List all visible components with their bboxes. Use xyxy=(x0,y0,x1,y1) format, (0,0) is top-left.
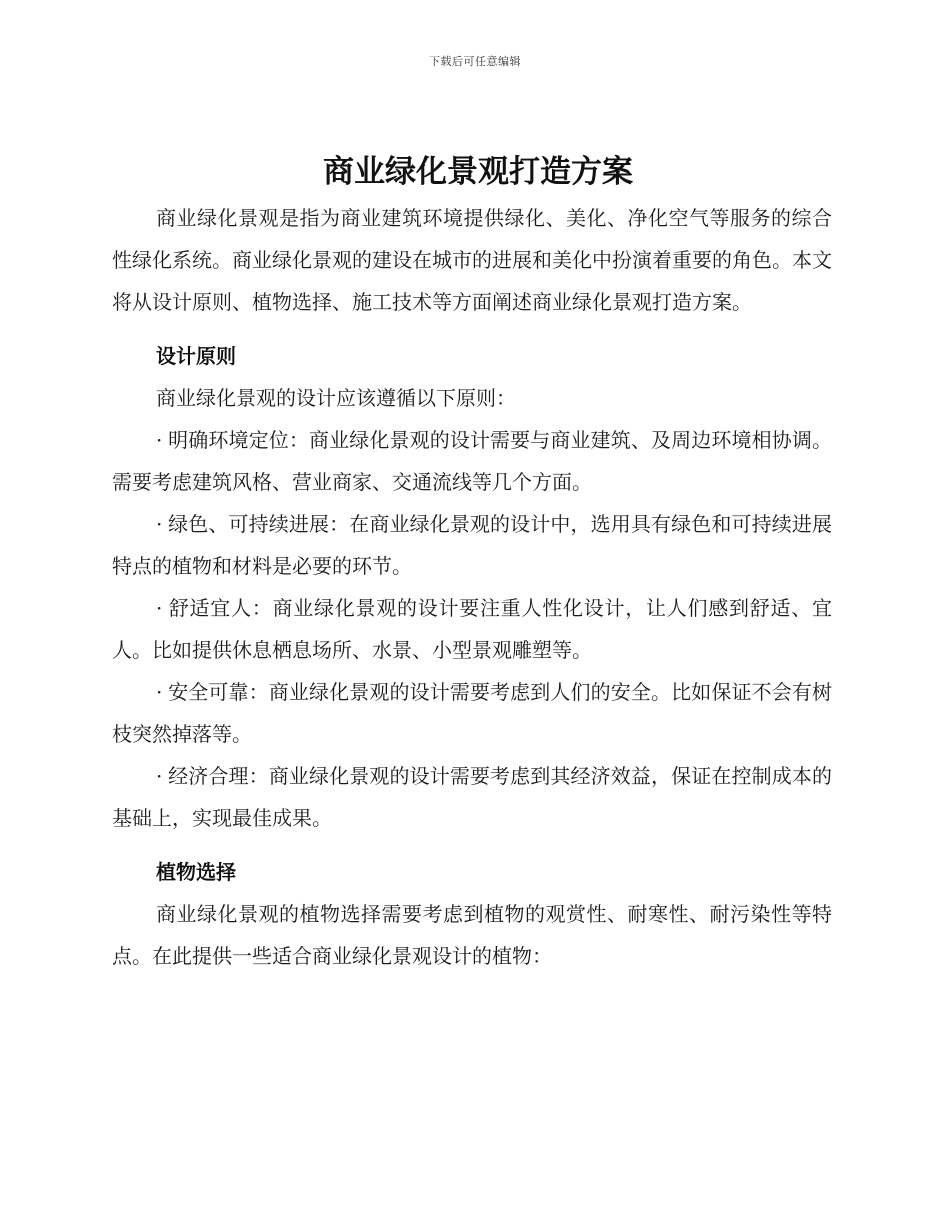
bullet-marker: · xyxy=(156,596,163,620)
bullet-item-text: 绿色、可持续进展：在商业绿化景观的设计中，选用具有绿色和可持续进展特点的植物和材料是必要的环节。 xyxy=(112,512,832,578)
header-note: 下载后可任意编辑 xyxy=(429,55,521,68)
bullet-item xyxy=(112,503,832,587)
document-title: 商业绿化景观打造方案 xyxy=(323,154,633,190)
section-heading-plant-selection: 植物选择 xyxy=(156,860,236,884)
bullet-marker: · xyxy=(156,764,163,788)
bullet-item xyxy=(112,419,832,503)
bullet-item xyxy=(112,755,832,839)
document-body xyxy=(112,150,832,977)
bullet-item xyxy=(112,671,832,755)
bullet-item-text: 舒适宜人：商业绿化景观的设计要注重人性化设计，让人们感到舒适、宜人。比如提供休息栖息场所、水景、小型景观雕塑等。 xyxy=(112,596,832,662)
section-heading-design-principles: 设计原则 xyxy=(156,344,236,368)
bullet-item xyxy=(112,587,832,671)
bullet-item-text: 明确环境定位：商业绿化景观的设计需要与商业建筑、及周边环境相协调。需要考虑建筑风格、营业商家、交通流线等几个方面。 xyxy=(112,428,832,494)
bullet-marker: · xyxy=(156,428,163,452)
bullet-marker: · xyxy=(156,680,163,704)
intro-paragraph: 商业绿化景观是指为商业建筑环境提供绿化、美化、净化空气等服务的综合性绿化系统。商业绿化景观的建设在城市的进展和美化中扮演着重要的角色。本文将从设计原则、植物选择、施工技术等方面阐述商业绿化景观打造方案。 xyxy=(112,206,832,314)
design-principles-lead: 商业绿化景观的设计应该遵循以下原则： xyxy=(156,386,516,410)
bullet-marker: · xyxy=(156,512,163,536)
plant-selection-lead: 商业绿化景观的植物选择需要考虑到植物的观赏性、耐寒性、耐污染性等特点。在此提供一些适合商业绿化景观设计的植物： xyxy=(112,902,832,968)
bullet-item-text: 经济合理：商业绿化景观的设计需要考虑到其经济效益，保证在控制成本的基础上，实现最佳成果。 xyxy=(112,764,832,830)
bullet-item-text: 安全可靠：商业绿化景观的设计需要考虑到人们的安全。比如保证不会有树枝突然掉落等。 xyxy=(112,680,832,746)
